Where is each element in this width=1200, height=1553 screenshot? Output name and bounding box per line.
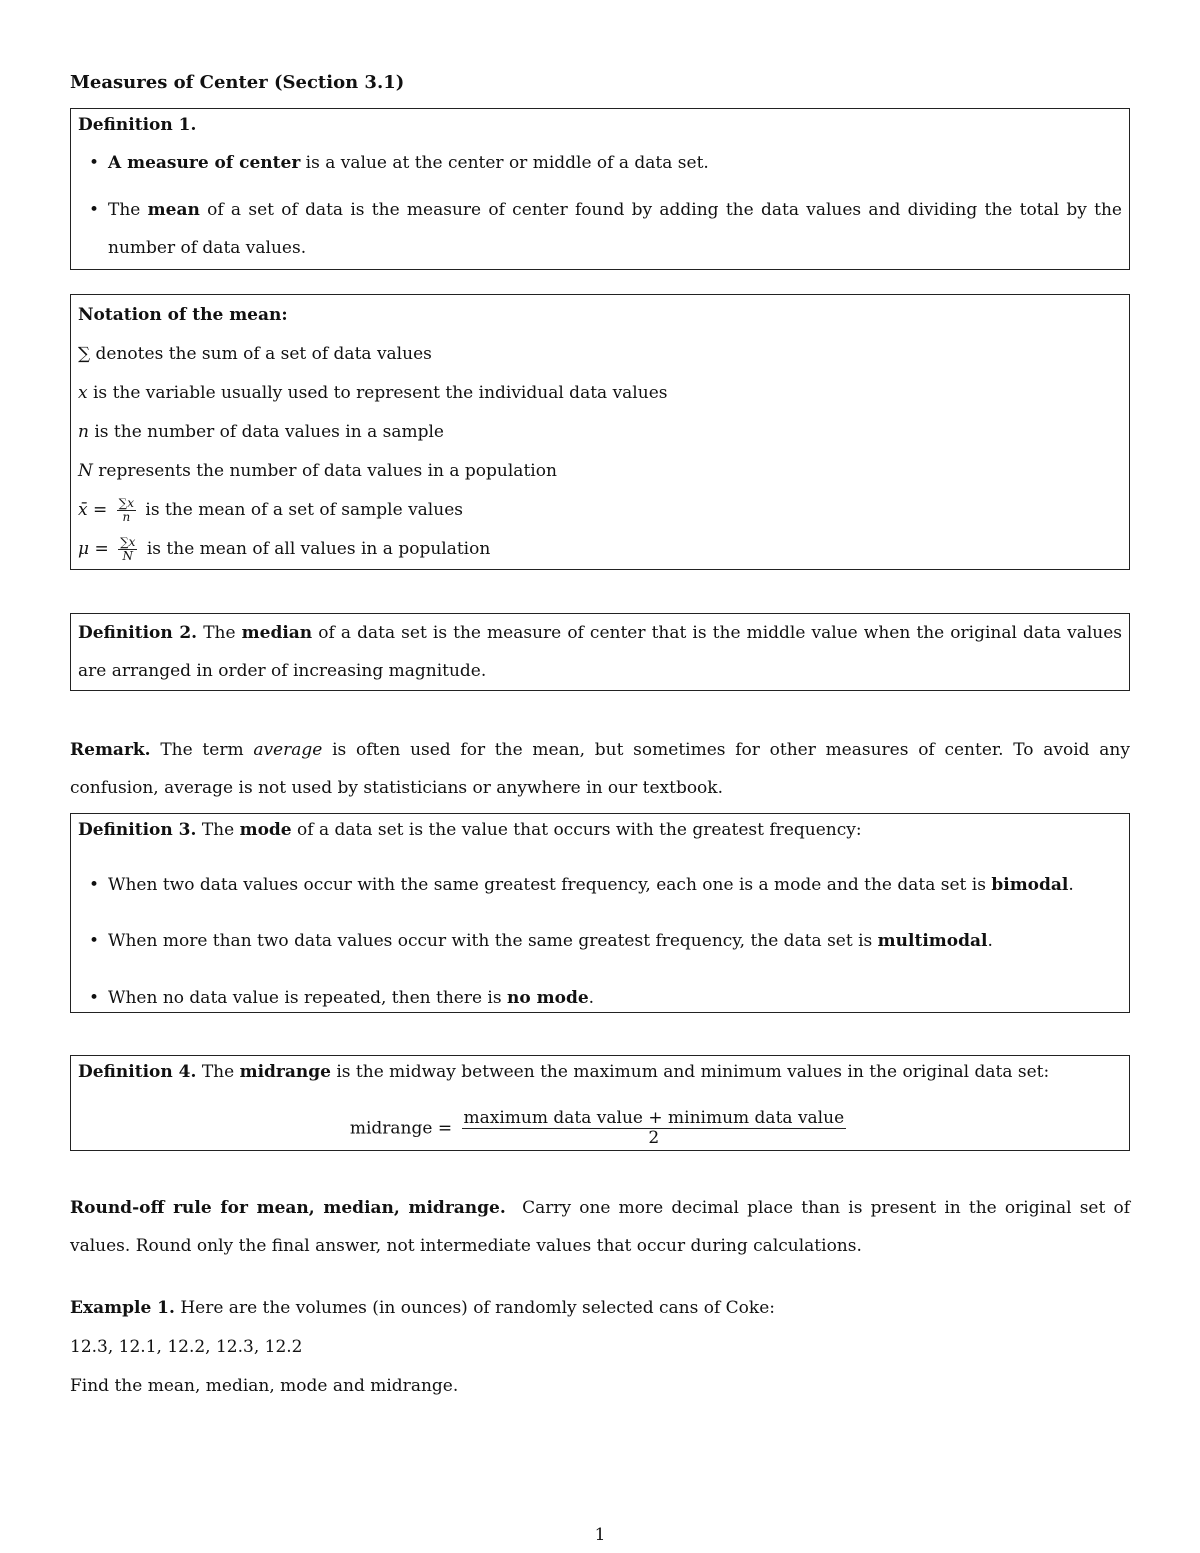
definition-3-label: Definition 3. [78,820,197,841]
term-mean: mean [147,200,200,221]
section-title: Measures of Center (Section 3.1) [70,72,405,93]
notation-sigma: ∑ denotes the sum of a set of data values [78,344,432,365]
definition-2-box: Definition 2. The median of a data set is the measure of center that is the middle value when the original data values are arranged in order of increasing magnitude. [70,613,1130,691]
roundoff-paragraph: Round-off rule for mean, median, midrange. Carry one more decimal place than is present in the original set of values. Round only the final answer, not intermediate values that occur during calculations. [70,1197,1136,1256]
example-1-label: Example 1. [70,1297,175,1318]
term-mode: mode [239,820,292,841]
midrange-formula: midrange = $\frac{\text{maximum data value + minimum data value}}{2}$ [349,1108,845,1149]
definition-4-intro: Definition 4. The midrange is the midway between the maximum and minimum values in the original data set: [78,1061,1050,1082]
document-page [70,72,1136,1406]
definition-2-label: Definition 2. [78,623,198,644]
list-item: • The mean of a set of data is the measure of center found by adding the data values and dividing the total by the number of data values. [108,191,1122,267]
definition-4-box [70,1055,1130,1151]
term-median: median [241,623,313,644]
notation-population-mean: μ = $\frac{\sum x}{N}$ is the mean of all values in a population [78,535,491,564]
page-number: 1 [594,1525,606,1545]
remark-label: Remark. [70,740,151,761]
list-item: • When no data value is repeated, then there is no mode. [108,988,1122,1008]
term-midrange: midrange [239,1061,331,1082]
definition-1-list [78,153,1122,267]
list-item: • A measure of center is a value at the center or middle of a data set. [108,153,1122,173]
list-item: • When two data values occur with the same greatest frequency, each one is a mode and the data set is bimodal. [108,875,1122,895]
definition-4-label: Definition 4. [78,1061,197,1082]
remark-paragraph: Remark. The term average is often used for the mean, but sometimes for other measures of center. To avoid any confusion, average is not used by statisticians or anywhere in our textbook. [70,740,1130,799]
notation-N: N represents the number of data values in a population [78,461,557,482]
midrange-fraction: $\frac{\text{maximum data value + minimum data value}}{2}$ [463,1108,845,1149]
notation-sample-mean: x̄ = $\frac{\sum x}{n}$ is the mean of a set of sample values [78,496,463,525]
definition-3-list [78,875,1122,1008]
notation-heading: Notation of the mean: [78,305,288,326]
definition-3-box [70,813,1130,1013]
notation-n: n is the number of data values in a sample [78,422,444,443]
definition-1-box [70,108,1130,271]
term-measure-of-center: A measure of center [108,152,301,173]
definition-1-label: Definition 1. [78,114,197,135]
list-item: • When more than two data values occur with the same greatest frequency, the data set is multimodal. [108,931,1122,951]
definition-3-intro: Definition 3. The mode of a data set is the value that occurs with the greatest frequency: [78,820,862,841]
example-1-task: Find the mean, median, mode and midrange. [70,1375,459,1396]
notation-x: x is the variable usually used to represent the individual data values [78,383,668,404]
sample-mean-fraction: $\frac{\sum x}{n}$ [118,496,134,525]
roundoff-label: Round-off rule for mean, median, midrange. [70,1197,506,1218]
notation-box [70,294,1130,570]
example-1-data: 12.3, 12.1, 12.2, 12.3, 12.2 [70,1336,303,1357]
example-1: Example 1. Here are the volumes (in ounces) of randomly selected cans of Coke: 12.3, 12.1, 12.2, 12.3, 12.2 Find the mean, median, mode and midrange. [70,1289,1130,1406]
population-mean-fraction: $\frac{\sum x}{N}$ [120,535,136,564]
